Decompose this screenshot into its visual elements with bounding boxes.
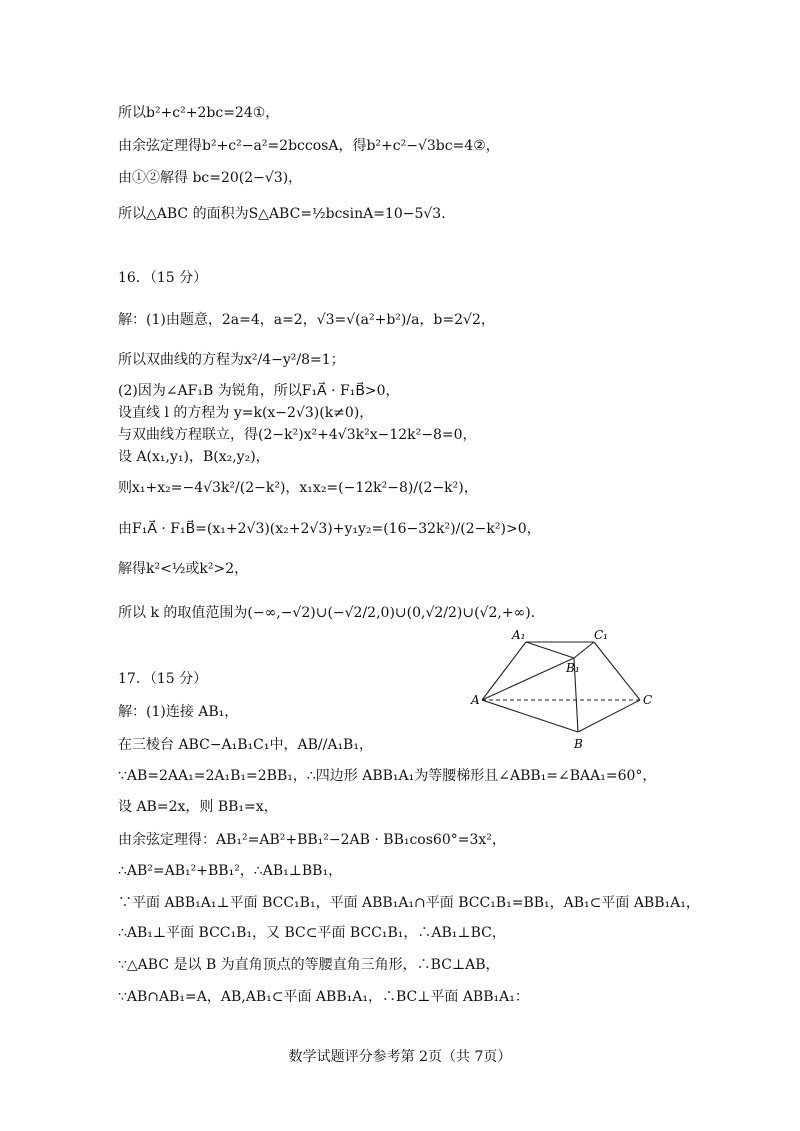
text-line-4: 所以△ABC 的面积为S△ABC=½bcsinA=10−5√3． — [118, 206, 456, 222]
edge-b1-c1 — [574, 642, 594, 658]
text-line-25: ∵△ABC 是以 B 为直角顶点的等腰直角三角形，∴BC⊥AB， — [118, 957, 500, 973]
text-line-22: ∴AB²=AB₁²+BB₁²，∴AB₁⊥BB₁， — [118, 863, 343, 879]
text-line-19: ∵AB=2AA₁=2A₁B₁=2BB₁，∴四边形 ABB₁A₁为等腰梯形且∠ABB₁=∠BAA₁=60°， — [118, 768, 657, 784]
label-b: B — [574, 737, 583, 751]
question-17-heading: 17．（15 分） — [118, 671, 208, 687]
text-line-6: 解：(1)由题意，2a=4，a=2，√3=√(a²+b²)/a，b=2√2， — [118, 312, 495, 328]
edge-a-b — [482, 700, 578, 732]
text-line-10: 与双曲线方程联立，得(2−k²)x²+4√3k²x−12k²−8=0， — [118, 427, 477, 443]
frustum-diagram — [468, 622, 668, 757]
text-line-1: 所以b²+c²+2bc=24①， — [118, 105, 280, 121]
text-line-11: 设 A(x₁,y₁)，B(x₂,y₂)， — [118, 449, 270, 465]
text-line-8: (2)因为∠AF₁B 为锐角，所以F₁A⃗ · F₁B⃗>0， — [118, 383, 400, 399]
text-line-14: 解得k²<½或k²>2， — [118, 561, 249, 577]
text-line-12: 则x₁+x₂=−4√3k²/(2−k²)，x₁x₂=(−12k²−8)/(2−k²)， — [118, 480, 478, 496]
label-a1: A₁ — [512, 628, 526, 642]
text-line-24: ∴AB₁⊥平面 BCC₁B₁，又 BC⊂平面 BCC₁B₁，∴AB₁⊥BC， — [118, 925, 506, 941]
edge-b-c — [578, 700, 640, 732]
text-line-3: 由①②解得 bc=20(2−√3)， — [118, 170, 303, 186]
edge-c1-c — [594, 642, 640, 700]
text-line-17: 解：(1)连接 AB₁， — [118, 704, 239, 720]
label-b1: B₁ — [566, 661, 580, 675]
text-line-20: 设 AB=2x，则 BB₁=x， — [118, 799, 278, 815]
text-line-26: ∵AB∩AB₁=A，AB,AB₁⊂平面 ABB₁A₁，∴BC⊥平面 ABB₁A₁： — [118, 989, 529, 1005]
question-16-heading: 16．（15 分） — [118, 270, 208, 286]
text-line-23: ∵平面 ABB₁A₁⊥平面 BCC₁B₁，平面 ABB₁A₁∩平面 BCC₁B₁=BB₁，AB₁⊂平面 ABB₁A₁， — [118, 895, 700, 911]
text-line-21: 由余弦定理得：AB₁²=AB²+BB₁²−2AB · BB₁cos60°=3x²， — [118, 832, 506, 848]
text-line-15: 所以 k 的取值范围为(−∞,−√2)∪(−√2/2,0)∪(0,√2/2)∪(√2,+∞)． — [118, 605, 545, 621]
edge-a-b1 — [482, 658, 574, 700]
label-c1: C₁ — [594, 628, 608, 642]
page-footer: 数学试题评分参考第 2页（共 7页） — [288, 1049, 512, 1065]
text-line-9: 设直线 l 的方程为 y=k(x−2√3)(k≠0)， — [118, 405, 374, 421]
text-line-7: 所以双曲线的方程为x²/4−y²/8=1； — [118, 352, 345, 368]
label-c: C — [643, 693, 653, 707]
edge-a1-b1 — [526, 642, 574, 658]
text-line-2: 由余弦定理得b²+c²−a²=2bccosA，得b²+c²−√3bc=4②， — [118, 138, 500, 154]
text-line-18: 在三棱台 ABC−A₁B₁C₁中，AB//A₁B₁， — [118, 737, 373, 753]
label-a: A — [471, 693, 480, 707]
edge-a-a1 — [482, 642, 526, 700]
text-line-13: 由F₁A⃗ · F₁B⃗=(x₁+2√3)(x₂+2√3)+y₁y₂=(16−32k²)/(2−k²)>0， — [118, 521, 541, 537]
